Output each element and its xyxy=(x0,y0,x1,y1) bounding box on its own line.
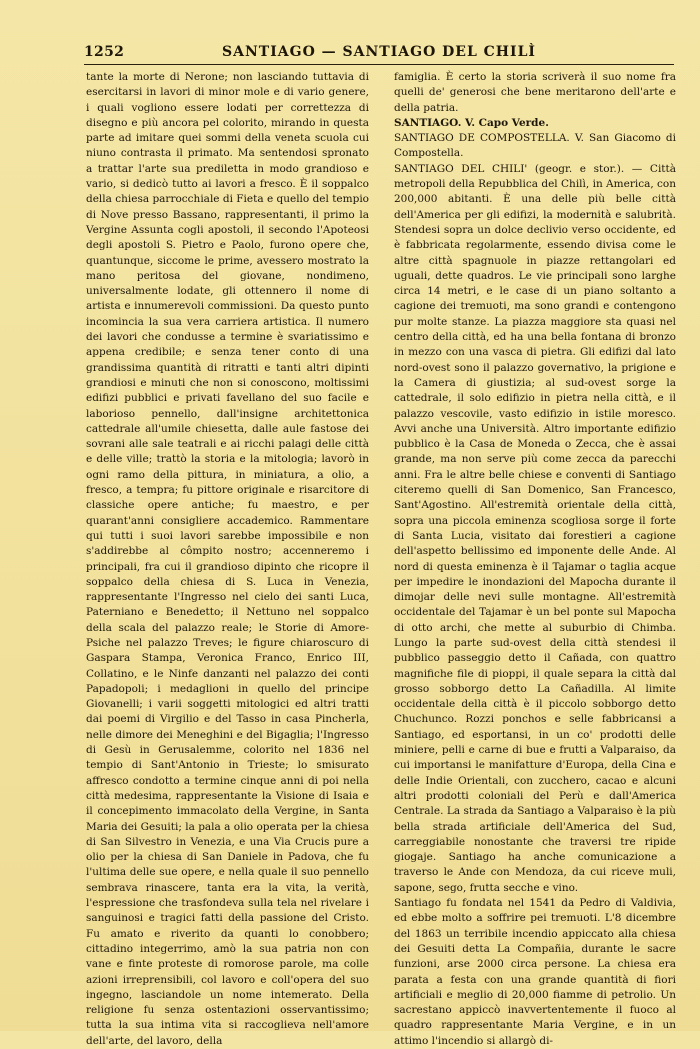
page-number: 1252 xyxy=(84,44,125,60)
entry-santiago-del-chili: SANTIAGO DEL CHILI' (geogr. e stor.). — Città metropoli della Repubblica del Chilì, in America, con 200,000 abitanti. È una delle più belle città dell'America per gli edifizi, la modernità e salubrità. Stendesi sopra un dolce declivio verso occidente, ed è fabbricata regolarmente, essendo divisa come le altre città spagnuole in piazze rettangolari ed uguali, dette quadros. Le vie principali sono larghe circa 14 metri, e le case di un piano soltanto a cagione dei tremuoti, ma sono grandi e contengono pur molte stanze. La piazza maggiore sta quasi nel centro della città, ed ha una bella fontana di bronzo in mezzo con una vasca di pietra. Gli edifizi dal lato nord-ovest sono il palazzo governativo, la prigione e la Camera di giustizia; al sud-ovest sorge la cattedrale, il solo edifizio in pietra nella città, e il palazzo vescovile, vasto edifizio in istile moresco. Avvi anche una Università. Altro importante edifizio pubblico è la Casa de Moneda o Zecca, che è assai grande, ma non serve più come zecca da parecchi anni. Fra le altre belle chiese e conventi di Santiago citeremo quelli di San Domenico, San Francesco, Sant'Agostino. All'estremità orientale della città, sopra una piccola eminenza scogliosa sorge il forte di Santa Lucia, visitato dai forestieri a cagione dell'aspetto bellissimo ed imponente delle Ande. Al nord di questa eminenza è il Tajamar o taglia acque per impedire le inondazioni del Mapocha durante il dimojar delle nevi sulle montagne. All'estremità occidentale del Tajamar è un bel ponte sul Mapocha di otto archi, che mette al suburbio di Chimba. Lungo la parte sud-ovest della città stendesi il pubblico passeggio detto il Cañada, con quattro magnifiche file di pioppi, il quale separa la città dal grosso sobborgo detto La Cañadilla. Al limite occidentale della città è il piccolo sobborgo detto Chuchunco. Rozzi ponchos e selle fabbricansi a Santiago, ed esportansi, in un co' prodotti delle miniere, pelli e carne di bue e frutti a Valparaiso, da cui importansi le manifatture d'Europa, della Cina e delle Indie Orientali, con zucchero, cacao e alcuni altri prodotti coloniali del Perù e dall'America Centrale. La strada da Santiago a Valparaiso è la più bella strada artificiale dell'America del Sud, carreggiabile nonostante che traversi tre ripide giogaje. Santiago ha anche comunicazione a traverso le Ande con Mendoza, da cui riceve muli, sapone, sego, frutta secche e vino. xyxy=(394,162,676,894)
left-column xyxy=(86,70,369,1049)
right-column xyxy=(394,70,676,1049)
entry-santiago-compostella: SANTIAGO DE COMPOSTELLA. V. San Giacomo di Compostella. xyxy=(394,132,676,160)
header-title: SANTIAGO — SANTIAGO DEL CHILÌ xyxy=(222,44,536,60)
right-paragraph-1: famiglia. È certo la storia scriverà il suo nome fra quelli de' generosi che bene meritarono dell'arte e della patria. xyxy=(394,71,676,114)
left-paragraph-1: tante la morte di Nerone; non lasciando tuttavia di esercitarsi in lavori di minor mole e di vario genere, i quali vogliono essere lodati per correttezza di disegno e più ancora pel colorito, mirando in questa parte ad imitare quei sommi della veneta scuola cui niuno contrasta il primato. Ma sentendosi spronato a trattar l'arte sua prediletta in modo grandioso e vario, si dedicò tutto ai lavori a fresco. È il soppalco della chiesa parrocchiale di Fieta e quello del tempio di Nove presso Bassano, rappresentanti, il primo la Vergine Assunta cogli apostoli, il secondo l'Apoteosi degli apostoli S. Pietro e Paolo, furono opere che, quantunque, siccome le prime, avessero mostrato la mano peritosa del giovane, nondimeno, universalmente lodate, gli ottennero il nome di artista e innumerevoli commissioni. Da questo punto incomincia la sua vera carriera artistica. Il numero dei lavori che condusse a termine è svariatissimo e appena credibile; e senza tener conto di una grandissima quantità di ritratti e tanti altri dipinti grandiosi e minuti che non si conoscono, moltissimi edifizi pubblici e privati favellano del suo facile e laborioso pennello, dall'insigne architettonica cattedrale all'umile chiesetta, dalle aule fastose dei sovrani alle sale teatrali e ai ricchi palagi delle città e delle ville; trattò la storia e la mitologia; lavorò in ogni ramo della pittura, in miniatura, a olio, a fresco, a tempra; fu pittore originale e risarcitore di classiche opere antiche; fu maestro, e per quarant'anni consigliere accademico. Rammentare qui tutti i suoi lavori sarebbe impossibile e non s'addirebbe al cômpito nostro; accenneremo i principali, fra cui il grandioso dipinto che ricopre il soppalco della chiesa di S. Luca in Venezia, rappresentante l'Ingresso nel cielo dei santi Luca, Paterniano e Benedetto; il Nettuno nel soppalco della scala del palazzo reale; le Storie di Amore-Psiche nel palazzo Treves; le figure chiaroscuro di Gaspara Stampa, Veronica Franco, Enrico III, Collatino, e le Ninfe danzanti nel palazzo dei conti Papadopoli; i medaglioni in quello del principe Giovanelli; i varii soggetti mitologici ed altri tratti dai poemi di Virgilio e del Tasso in casa Pincherla, nelle dimore dei Meneghini e del Bigaglia; l'Ingresso di Gesù in Gerusalemme, colorito nel 1836 nel tempio di Sant'Antonio in Trieste; lo smisurato affresco condotto a termine cinque anni di poi nella città medesima, rappresentante la Visione di Isaia e il concepimento immacolato della Vergine, in Santa Maria dei Gesuiti; la pala a olio operata per la chiesa di San Silvestro in Venezia, e una Via Crucis pure a olio per la chiesa di San Daniele in Padova, che fu l'ultima delle sue opere, e nella quale il suo pennello sembrava rinascere, tanta era la vita, la verità, l'espressione che trasfondeva sulla tela nel rivelare i sanguinosi e tragici fatti della passione del Cristo. Fu amato e riverito da quanti lo conobbero; cittadino integerrimo, amò la sua patria non con vane e finte proteste di romorose parole, ma colle azioni irreprensibili, col lavoro e coll'opera del suo ingegno, lasciandole un nome intemerato. Della religione fu senza ostentazioni osservantissimo; tutta la sua intima vita si raccoglieva nell'amore dell'arte, del lavoro, della xyxy=(86,71,369,1047)
entry-santiago-capo-verde: SANTIAGO. V. Capo Verde. xyxy=(394,116,549,129)
running-header xyxy=(84,44,674,65)
right-paragraph-history: Santiago fu fondata nel 1541 da Pedro di Valdivia, ed ebbe molto a soffrire pei tremuoti. L'8 dicembre del 1863 un terribile incendio appiccato alla chiesa dei Gesuiti detta La Compañia, durante le sacre funzioni, arse 2000 circa persone. La chiesa era parata a festa con una grande quantità di fiori artificiali e meglio di 20,000 fiamme di petrolio. Un sacrestano appiccò inavvertentemente il fuoco al quadro rappresentante Maria Vergine, e in un attimo l'incendio si allargò di- xyxy=(394,897,676,1047)
